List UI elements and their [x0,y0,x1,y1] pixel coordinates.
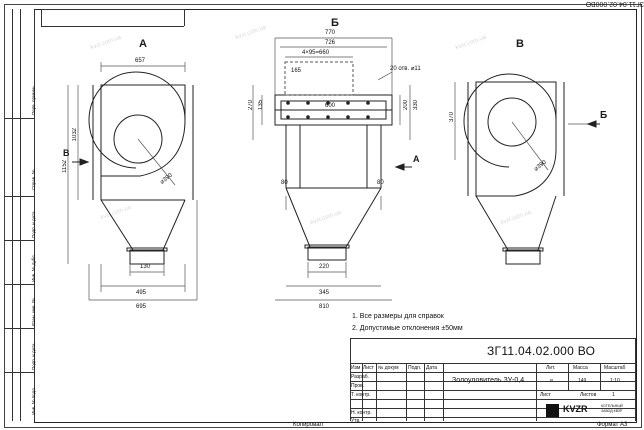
dim-b-right2: 330 [413,100,419,111]
header-lit: Лит. [546,365,556,371]
role-razrab: Разраб. [351,374,370,380]
role-utv: Утв. [351,418,361,424]
section-arrow-v: В [63,148,70,158]
label-sheet: Лист [540,392,551,398]
value-sheets-count: 1 [612,392,615,398]
dim-b-bottom3: 810 [319,304,330,310]
format-label: Формат А3 [597,422,628,428]
col-header-list: Лист [363,365,374,371]
col-header-docnum: № докум [378,365,399,371]
value-mass: 149 [578,378,587,384]
view-label-b: Б [331,17,339,29]
dim-a-bottom-2: 495 [136,290,147,296]
section-arrow-a: А [413,154,420,164]
dim-a-width-top: 657 [135,58,146,64]
note-line-2: 2. Допустимые отклонения ±50мм [352,325,463,332]
sheet-code-top: ЗГ11.04.02.000ВО [585,0,644,7]
margin-cell-6: Инв. № подл. [31,386,36,415]
value-scale: 1:10 [610,378,620,384]
watermark: kvzr.com.ua [99,204,133,222]
watermark: kvzr.com.ua [89,34,123,52]
note-line-1: 1. Все размеры для справок [352,313,444,320]
watermark: kvzr.com.ua [234,24,268,42]
watermark: kvzr.com.ua [309,209,343,227]
dim-a-height-total: 1032 [72,128,78,142]
logo-mark [546,404,559,417]
margin-cell-5: Подп. и дата [31,343,36,370]
dim-b-mid-right: 80 [377,180,384,186]
col-header-podp: Подп. [408,365,422,371]
role-prov: Пров. [351,383,365,389]
dim-b-left2: 270 [248,100,254,111]
dim-b-inner1: 165 [291,68,302,74]
margin-cell-0: Перв. примен. [31,85,36,115]
dim-b-hole-note: 20 отв. ⌀11 [390,66,421,72]
copy-label: Копировал [293,422,324,428]
view-label-v: В [516,38,524,50]
label-sheets-total: Листов [580,392,597,398]
company-subtitle: КОТЕЛЬНЫЙ ЗАВОД КВЗР [601,404,623,413]
dim-b-top3: 4×95=660 [302,50,330,56]
header-scale: Масштаб [604,365,626,371]
margin-cell-1: Справ. № [31,169,36,190]
dim-a-bottom-3: 695 [136,304,147,310]
header-mass: Масса [573,365,588,371]
role-nkontr: Н. контр. [351,410,372,416]
dim-b-top1: 770 [325,30,336,36]
dim-b-left1: 135 [258,100,264,111]
dim-v-diameter: ⌀390 [533,159,548,173]
dim-v-height: 370 [449,112,455,123]
margin-cell-4: Взам. инв. № [31,298,36,326]
dim-b-bottom1: 220 [319,264,330,270]
dim-b-right1: 200 [403,100,409,111]
dim-a-bottom-1: 130 [140,264,151,270]
dim-b-inner2: 600 [325,103,336,109]
company-logo: KVZR [563,404,588,414]
dim-a-diameter: ⌀390 [159,172,174,186]
value-lit: и [550,378,553,384]
margin-cell-3: Инв. № дубл. [31,254,36,282]
role-tkontr: Т. контр. [351,392,371,398]
drawing-code: ЗГ11.04.02.000 ВО [487,344,596,358]
watermark: kvzr.com.ua [454,34,488,52]
view-label-a: А [139,38,147,50]
view-label-b-right: Б [600,110,608,121]
col-header-data: Дата [426,365,438,371]
dim-a-height-lower: 1152 [62,160,68,173]
dim-b-bottom2: 345 [319,290,330,296]
watermark: kvzr.com.ua [499,209,533,227]
col-header-izm: Изм [351,365,361,371]
margin-cell-2: Подп. и дата [31,211,36,238]
dim-b-mid-left: 80 [281,180,288,186]
dim-b-top2: 726 [325,40,336,46]
product-name: Золоуловитель ЗУ-0,4 [452,377,525,384]
